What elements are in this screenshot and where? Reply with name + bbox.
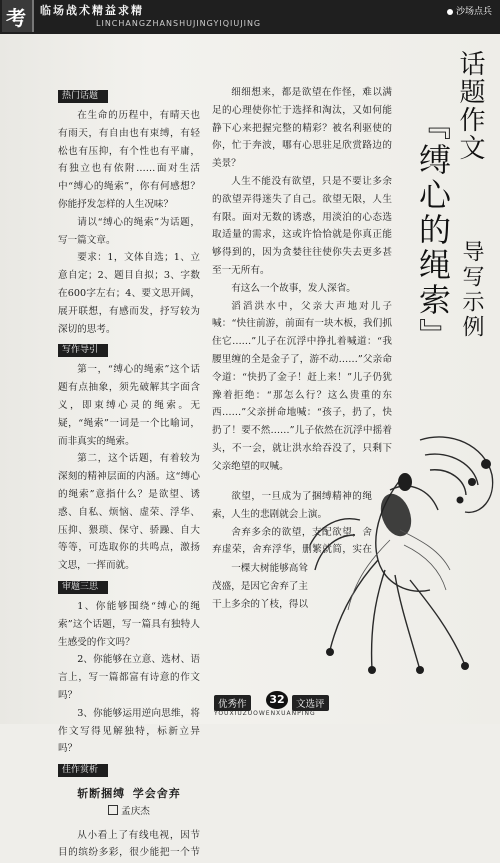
sample-p1-start: 从小看上了有线电视，因节目的缤纷多彩，很少能把一个节 (58, 829, 200, 859)
sample-author (58, 803, 200, 821)
section-thinking: 审题三思 (58, 581, 108, 594)
header-title: 临场战术精益求精 (40, 4, 144, 17)
sample-p5: 滔滔洪水中，父亲大声地对儿子喊：“快往前游，前面有一块木板，我们抓住它……”儿子在沉浮中挣扎着喊道：“我腰里缠的全是金子了，游不动……”父亲命令道：“快扔了金子！赶上来！”儿子仍犹豫着拒绝：“那怎么行？这么贵重的东西……”父亲拼命地喊：“孩子，扔了，快扔了！要不然……”儿子依然在沉浮中摇着头，不一会，就让洪水给吞没了，只剩下父亲绝望的叹喊。 (212, 300, 392, 472)
title-line-1: 话题作文 (455, 50, 485, 162)
header-band (0, 0, 500, 34)
author-box-icon (108, 805, 118, 815)
footer (214, 695, 364, 715)
sample-p6: 欲望，一旦成为了捆缚精神的绳索，人生的悲剧就会上演。 (212, 491, 372, 520)
page-number: 32 (266, 691, 288, 709)
header-pinyin: LINCHANGZHANSHUJINGYIQIUJING (96, 19, 262, 28)
sample-p7: 舍弃多余的欲望，支配欲望，舍弃虚荣，舍弃浮华，删繁就简，实在 (212, 526, 372, 556)
footer-brand-right: 文选评 (292, 695, 329, 711)
hot-topic-p2: 请以“缚心的绳索”为话题，写一篇文章。 (58, 216, 200, 246)
header-logo (2, 0, 34, 32)
title-line-2: 『缚心的绳索』 (414, 108, 452, 353)
sample-p3: 人生不能没有欲望，只是不要让多余的欲望弄得迷失了自己。欲望无限，人生有限。面对无数的诱惑，用淡泊的心态选取适量的需求，这或许恰恰就是你真正能够得到的，因为贪婪往往使你失去更多甚至一无所有。 (212, 175, 392, 276)
sample-title: 斩断捆缚 学会舍弃 (77, 787, 181, 801)
section-hot-topic: 热门话题 (58, 90, 108, 103)
header-logo-char: 考 (6, 6, 26, 30)
guide-p2: 第二，这个话题，有着较为深刻的精神层面的内涵。这“缚心的绳索”意指什么？是欲望、诱惑、自私、烦恼、虚荣、浮华、压抑、猥琐、保守、骄躁、自大等等，可选取你的共鸣点，激扬文思，一挥而就。 (58, 453, 200, 572)
section-sample: 佳作赏析 (58, 764, 108, 777)
thinking-p1: 1、你能够围绕“缚心的绳索”这个话题，写一篇具有独特人生感受的作文吗？ (58, 600, 200, 648)
sample-p2: 细细想来，都是欲望在作怪，难以满足的心理使你忙于选择和淘汰，又如何能静下心来把握完整的精彩？被名利驱使的你，忙于奔波，哪有心思驻足欣赏路边的美景？ (212, 87, 392, 170)
footer-pinyin: YOUXIUZUOWENXUANPING (214, 710, 316, 717)
left-column (58, 84, 200, 863)
section-writing-guide: 写作导引 (58, 344, 108, 357)
footer-brand-left: 优秀作 (214, 695, 251, 711)
sample-p8: 一棵大树能够高耸茂盛，是因它舍弃了主干上多余的丫枝，得以 (212, 563, 308, 610)
hot-topic-p3: 要求：1，文体自选；1、立意自定；2、题目自拟；3、字数在600字左右；4、要文思开阔，展开联想，有感而发，抒写较为深切的思考。 (58, 252, 200, 335)
header-right-text: 沙场点兵 (455, 7, 492, 17)
header-right-label (447, 4, 492, 17)
vertical-title (404, 40, 494, 400)
bullet-dot-icon (447, 9, 453, 15)
hot-topic-p1: 在生命的历程中，有晴天也有雨天，有自由也有束缚，有轻松也有压抑，有个性也有平庸，有独立也有依附……面对生活中“缚心的绳索”，你有何感想？你能抒发怎样的人生况味？ (58, 110, 200, 210)
thinking-p3: 3、你能够运用逆向思维，将作文写得见解独特，标新立异吗？ (58, 707, 200, 755)
right-column-bottom (212, 560, 308, 664)
sample-author-name: 孟庆杰 (121, 805, 150, 817)
thinking-p2: 2、你能够在立意、选材、语言上，写一篇都富有诗意的作文吗？ (58, 654, 200, 701)
phoenix-illustration (300, 420, 500, 680)
title-line-3: 导写示例 (459, 240, 484, 340)
guide-p1: 第一，“缚心的绳索”这个话题有点抽象，须先破解其字面含义，即束缚心灵的绳索。无疑，“绳索”一词是一个比喻词，而非真实的绳索。 (58, 364, 200, 447)
sample-p4: 有这么一个故事，发人深省。 (231, 282, 356, 294)
